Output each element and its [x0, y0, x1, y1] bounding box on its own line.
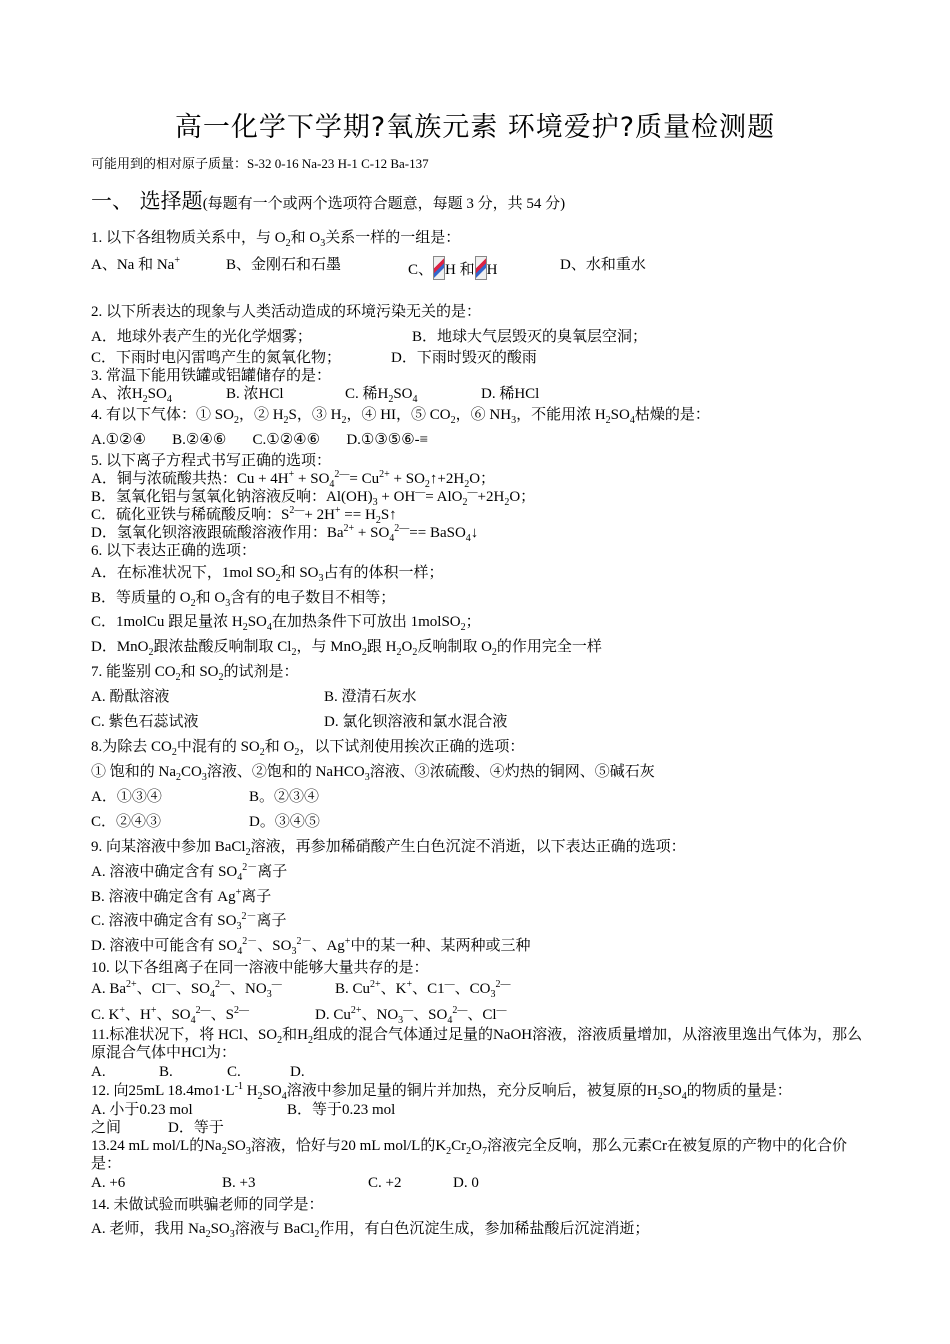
q6-option-a: A．在标准状况下，1mol $SO_2$和 $SO_3$占有的体积一样；: [91, 565, 444, 584]
q6-stem: 6. 以下表达正确的选项：: [91, 543, 257, 559]
q9-stem: 9. 向某溶液中参加 BaCl$_2$溶液，再参加稀硝酸产生白色沉淀不消逝，以下表达正确的选项：: [91, 839, 686, 858]
q9-option-d: D. 溶液中可能含有 $SO_4^{2-}$、$SO_3^{2-}$、Ag+中的某一种、某两种或三种: [91, 936, 531, 957]
q8-option-c: C．②④③: [91, 814, 162, 830]
q3-option-a: A、浓$H_2SO_4$: [91, 386, 172, 405]
q3-option-c: C. 稀$H_2SO_4$: [345, 386, 418, 405]
q3-stem: 3. 常温下能用铁罐或铝罐储存的是：: [91, 368, 332, 384]
q4-stem: 4. 有以下气体：① $SO_2$，② $H_2S$，③ $H_2$，④ HI，⑤ $CO_2$，⑥ $NH_3$，不能用浓 $H_2SO_4$枯燥的是：: [91, 407, 710, 426]
q5-option-d: D．氢氧化钡溶液跟硫酸溶液作用：$Ba^{2+} + SO_4^{2—}==$ BaSO$_4$↓: [91, 523, 479, 544]
q2-option-b: B．地球大气层毁灭的臭氧层空洞；: [412, 329, 648, 345]
q10-option-a: A. $Ba^{2+}$、Cl—、$SO_4^{2—}$、$NO_3^—$: [91, 979, 282, 1000]
q12-option-d: D．等于: [168, 1120, 224, 1136]
q4-options: A.①②④ B.②④⑥ C.①②④⑥ D.①③⑤⑥-≡: [91, 432, 429, 448]
q11-option-a: A.: [91, 1064, 106, 1080]
q6-option-d: D．MnO$_2$跟浓盐酸反响制取 $Cl_2$，与 MnO$_2$跟 $H_2O_2$反响制取 $O_2$的作用完全一样: [91, 639, 602, 658]
q5-stem: 5. 以下离子方程式书写正确的选项：: [91, 453, 332, 469]
section-note: (每题有一个或两个选项符合题意，每题 3 分，共 54 分): [202, 196, 566, 212]
q10-option-b: B. $Cu^{2+}$、K+、C1—、$CO_3^{2—}$: [335, 979, 511, 1000]
q5-option-b: B．氢氧化铝与氢氧化钠溶液反响：$Al(OH)_3 + OH^—= AlO_2^—+2H_2O$；: [91, 487, 536, 508]
q7-option-a: A. 酚酞溶液: [91, 689, 170, 705]
q7-option-d: D. 氯化钡溶液和氯水混合液: [324, 714, 508, 730]
q8-option-d: D。③④⑤: [249, 814, 320, 830]
q9-option-b: B. 溶液中确定含有 Ag+离子: [91, 887, 272, 905]
q8-option-b: B。②③④: [249, 789, 320, 805]
q13-option-c: C. +2: [368, 1175, 402, 1191]
q12-stem: 12. 向25mL $18.4mo1\cdot L^{-1}$ $H_2SO_4$溶液中参加足量的铜片并加热，充分反响后，被复原的$H_2SO_4$的物质的量是：: [91, 1081, 792, 1102]
q6-option-c: C．1molCu 跟足量浓 $H_2SO_4$在加热条件下可放出 1molSO$_2$；: [91, 614, 481, 633]
q1-option-d: D、水和重水: [560, 257, 646, 273]
q11-option-b: B.: [159, 1064, 173, 1080]
q1-stem: 1. 以下各组物质关系中，与 $O_2$和 $O_3$关系一样的一组是：: [91, 230, 461, 249]
broken-image-icon: [475, 256, 487, 280]
q1-option-b: B、金刚石和石墨: [226, 257, 342, 273]
atomic-masses: 可能用到的相对原子质量：S-32 0-16 Na-23 H-1 C-12 Ba-137: [91, 156, 429, 171]
q2-option-a: A．地球外表产生的光化学烟雾；: [91, 329, 312, 345]
page-title: 高一化学下学期?氧族元素 环境爱护?质量检测题: [174, 112, 776, 143]
q8-stem: 8.为除去 $CO_2$中混有的 $SO_2$和 $O_2$，以下试剂使用挨次正确的选项：: [91, 739, 525, 758]
q7-option-c: C. 紫色石蕊试液: [91, 714, 199, 730]
q13-option-b: B. +3: [222, 1175, 256, 1191]
q13-stem: 13.24 mL mol/L的$Na_2SO_3$溶液，恰好与20 mL mol/L的$K_2Cr_2O_7$溶液完全反响，那么元素Cr在被复原的产物中的化合价是：: [91, 1138, 848, 1172]
q14-stem: 14. 未做试验而哄骗老师的同学是：: [91, 1197, 324, 1213]
q8-option-a: A．①③④: [91, 789, 162, 805]
q10-option-c: C. K+、H+、$SO_4^{2—}$、$S^{2—}$: [91, 1005, 249, 1026]
q3-option-b: B. 浓HCl: [226, 386, 284, 402]
q9-option-c: C. 溶液中确定含有 $SO_3^{2-}$离子: [91, 911, 287, 932]
q3-option-d: D. 稀HCl: [481, 386, 540, 402]
q12-option-b: B．等于0.23 mol: [287, 1102, 396, 1118]
q1-option-a: A、Na 和 Na+: [91, 255, 180, 273]
q7-option-b: B. 澄清石灰水: [324, 689, 417, 705]
q10-stem: 10. 以下各组离子在同一溶液中能够大量共存的是：: [91, 960, 429, 976]
q9-option-a: A. 溶液中确定含有 $SO_4^{2-}$离子: [91, 862, 288, 883]
q13-option-d: D. 0: [453, 1175, 479, 1191]
q12-option-c: 之间: [91, 1120, 122, 1136]
q1-option-c: C、 H 和 H: [408, 256, 497, 280]
q5-option-c: C．硫化亚铁与稀硫酸反响：$S^{2—}+ 2H^+$ == $H_2S↑$: [91, 505, 397, 526]
q14-option-a: A. 老师，我用 $Na_2SO_3$溶液与 BaCl$_2$作用，有白色沉淀生成，参加稀盐酸后沉淀消逝；: [91, 1221, 650, 1240]
q8-reagent-list: ① 饱和的 $Na_2CO_3$溶液、②饱和的 NaHCO$_3$溶液、③浓硫酸、④灼热的铜网、⑤碱石灰: [91, 764, 655, 783]
section-heading: [91, 185, 565, 215]
q11-stem: 11.标准状况下，将 HCl、$SO_2$和$H_2$组成的混合气体通过足量的NaOH溶液，溶液质量增加，从溶液里逸出气体为，那么原混合气体中HCl为：: [91, 1027, 863, 1061]
q6-option-b: B．等质量的 $O_2$和 $O_3$含有的电子数目不相等；: [91, 590, 396, 609]
q12-option-a: A. 小于0.23 mol: [91, 1102, 193, 1118]
q2-option-c: C．下雨时电闪雷鸣产生的氮氧化物；: [91, 350, 342, 366]
q2-stem: 2. 以下所表达的现象与人类活动造成的环境污染无关的是：: [91, 304, 482, 320]
broken-image-icon: [433, 256, 445, 280]
q2-option-d: D．下雨时毁灭的酸雨: [391, 350, 537, 366]
q5-option-a: A．铜与浓硫酸共热：$Cu + 4H^+ + SO_4^{2—}= Cu^{2+}$ + $SO_2↑+2H_2O$；: [91, 469, 496, 490]
q11-option-d: D.: [290, 1064, 305, 1080]
q11-option-c: C.: [227, 1064, 241, 1080]
section-head: 一、 选择题: [91, 189, 203, 213]
q13-option-a: A. +6: [91, 1175, 126, 1191]
q7-stem: 7. 能鉴别 $CO_2$和 $SO_2$的试剂是：: [91, 664, 299, 683]
q10-option-d: D. $Cu^{2+}$、$NO_3^—$、$SO_4^{2—}$、Cl—: [315, 1005, 507, 1026]
